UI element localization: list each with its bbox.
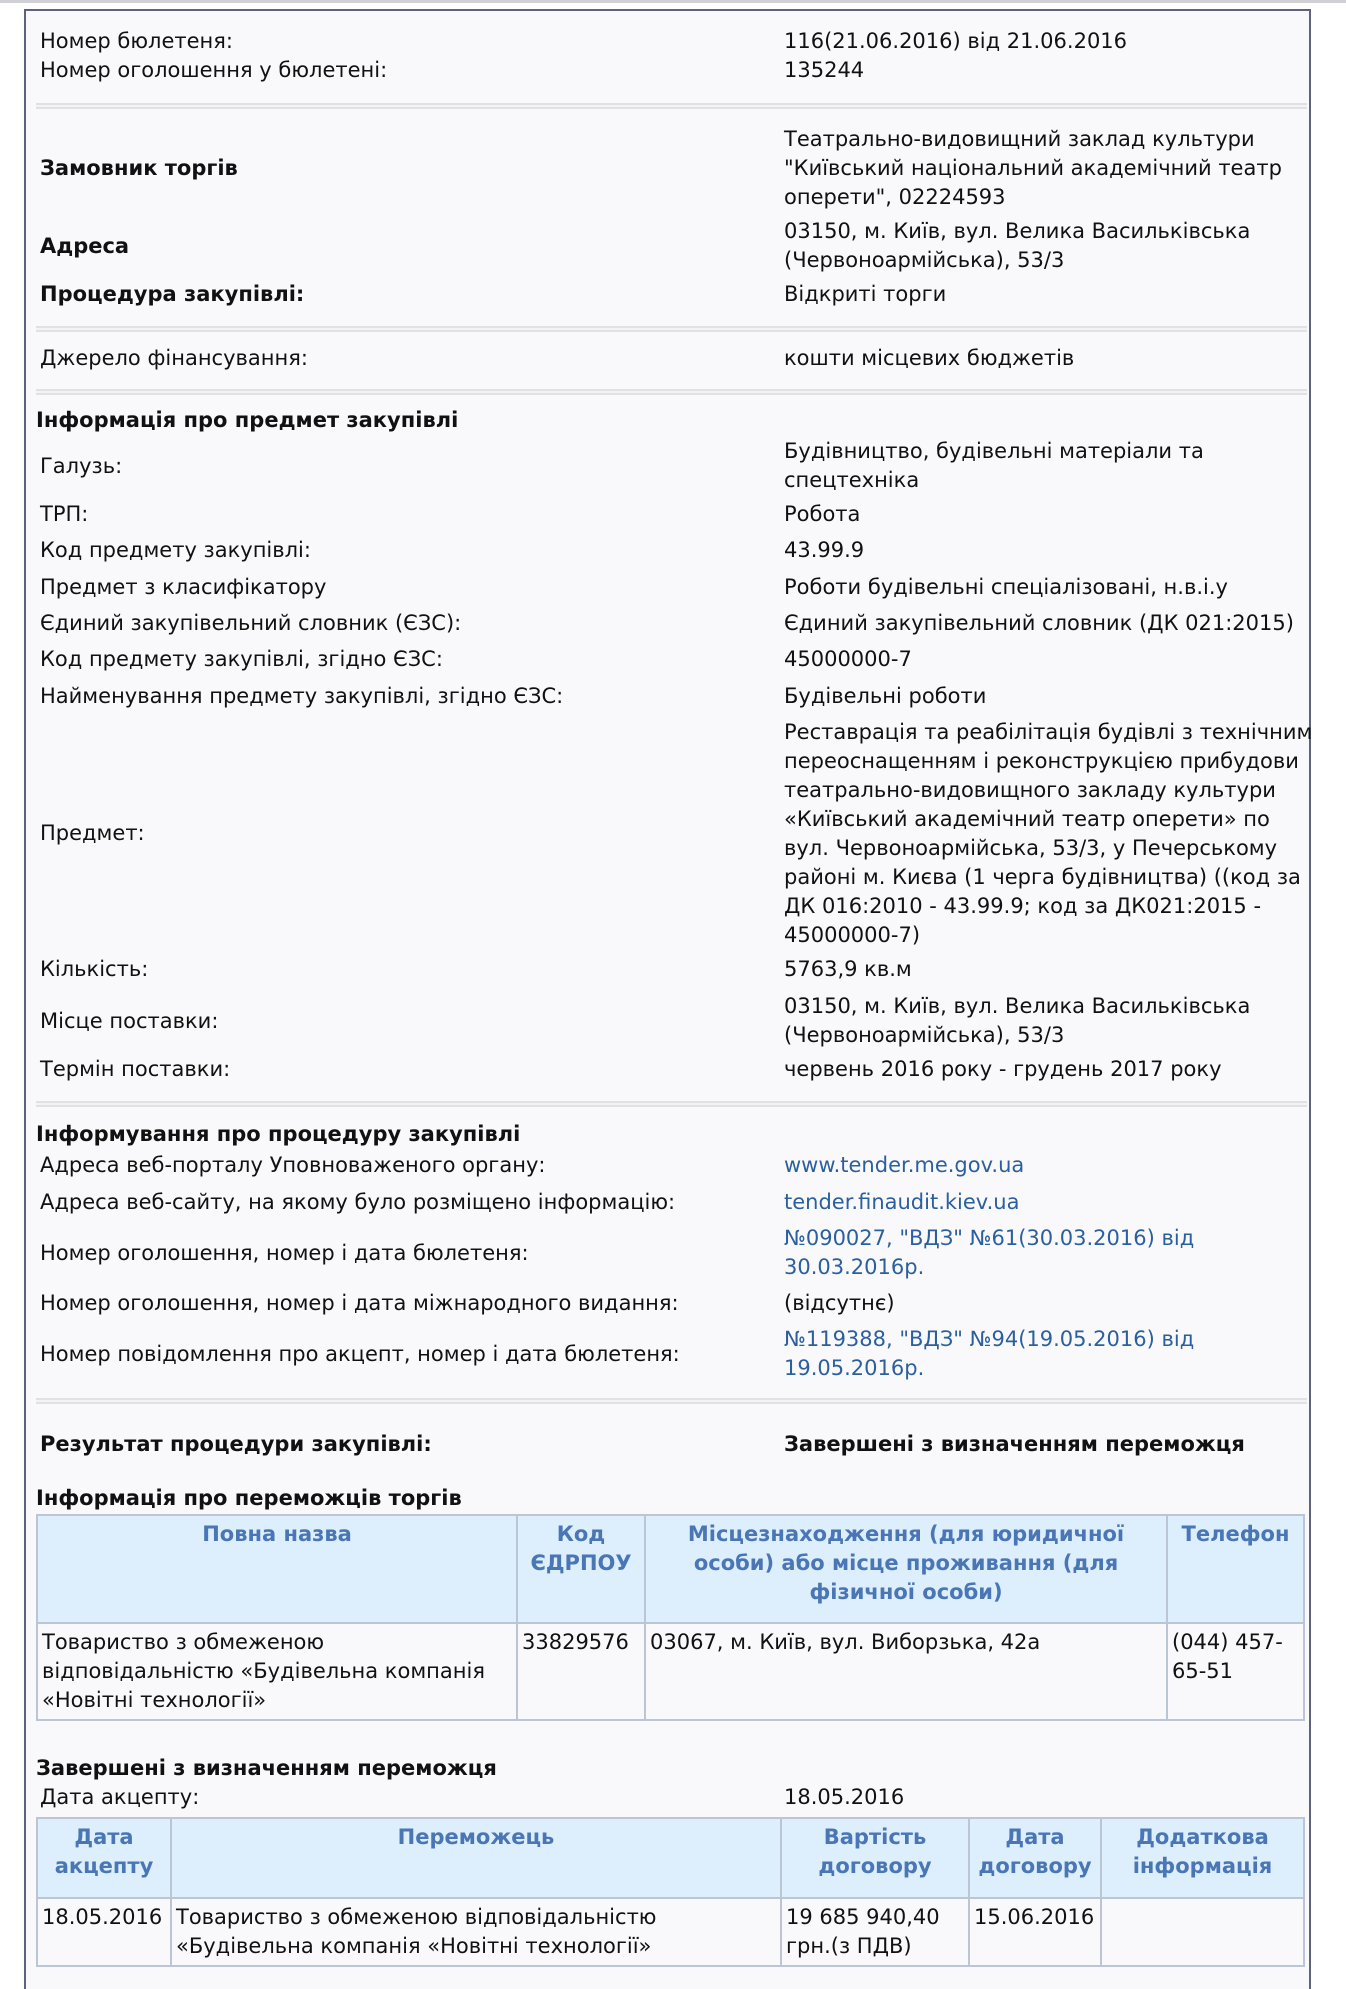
subject-row-label: Термін поставки: [40,1057,231,1081]
contract-price: 19 685 940,40 грн.(з ПДВ) [781,1898,969,1966]
subject-row-label: Єдиний закупівельний словник (ЄЗС): [40,611,462,635]
section-divider [36,103,1307,109]
procedure-info-label: Номер оголошення, номер і дата міжнародного видання: [40,1291,679,1315]
subject-heading: Інформація про предмет закупівлі [36,408,459,432]
subject-row-value: Робота [784,502,861,526]
subject-row-value: 45000000-7 [784,647,912,671]
subject-row-label: Предмет з класифікатору [40,575,327,599]
bulletin-number-label: Номер бюлетеня: [40,29,233,53]
table-row [37,1623,1304,1720]
accept-date-label: Дата акцепту: [40,1785,200,1809]
customer-value: Театрально-видовищний заклад культури "Київський національний академічний театр оперети", 02224593 [784,127,1282,209]
subject-row-value: Роботи будівельні спеціалізовані, н.в.і.у [784,575,1228,599]
subject-row-value: Будівельні роботи [784,684,987,708]
contract-accept-date: 18.05.2016 [37,1898,171,1966]
subject-row-label: Код предмету закупівлі, згідно ЄЗС: [40,647,443,671]
section-divider [36,389,1307,395]
section-divider [36,1101,1307,1107]
funding-value: кошти місцевих бюджетів [784,346,1075,370]
contract-date: 15.06.2016 [969,1898,1101,1966]
subject-row-label: Місце поставки: [40,1009,219,1033]
section-divider [36,326,1307,332]
subject-row [40,437,1305,495]
table-row [37,1898,1304,1966]
top-divider [0,0,1346,3]
column-header-accept-date: Дата акцепту [37,1818,171,1898]
subject-row-label: Предмет: [40,821,145,845]
subject-row-value: 43.99.9 [784,538,865,562]
international-publication-value: (відсутнє) [784,1291,895,1315]
subject-row-label: Найменування предмету закупівлі, згідно ЄЗС: [40,684,564,708]
subject-row-value: Реставрація та реабілітація будівлі з технічним переоснащенням і реконструкцією прибудови театрально-видовищного закладу культури «Київський академічний театр оперети» по вул. Червоноармійська, 53/3, у Печерському районі м. Києва (1 черга будівництва) ((код за ДК 016:2010 - 43.99.9; код за ДК021:2015 - 45000000-7) [784,720,1313,947]
portal-link[interactable]: www.tender.me.gov.ua [784,1153,1025,1177]
procedure-info-row [40,1325,1305,1383]
accept-date-value: 18.05.2016 [784,1785,905,1809]
result-value: Завершені з визначенням переможця [784,1432,1245,1456]
procedure-info-label: Номер повідомлення про акцепт, номер і дата бюлетеня: [40,1342,680,1366]
procedure-info-label: Адреса веб-порталу Уповноваженого органу: [40,1153,546,1177]
subject-row [40,992,1305,1050]
subject-row-label: Галузь: [40,454,123,478]
winner-full-name: Товариство з обмеженою відповідальністю «Будівельна компанія «Новітні технології» [37,1623,517,1720]
result-label: Результат процедури закупівлі: [40,1432,432,1456]
column-header-location: Місцезнаходження (для юридичної особи) або місце проживання (для фізичної особи) [645,1515,1167,1623]
winners-table [36,1514,1305,1721]
contract-extra-info [1101,1898,1304,1966]
customer-row [40,125,1305,212]
winner-edrpou: 33829576 [517,1623,645,1720]
procedure-info-label: Номер оголошення, номер і дата бюлетеня: [40,1241,529,1265]
bulletin-notice-value: 135244 [784,58,865,82]
subject-row-label: ТРП: [40,502,89,526]
column-header-extra-info: Додаткова інформація [1101,1818,1304,1898]
column-header-winner: Переможець [171,1818,781,1898]
column-header-phone: Телефон [1167,1515,1304,1623]
contract-winner: Товариство з обмеженою відповідальністю «Будівельна компанія «Новітні технології» [171,1898,781,1966]
address-value: 03150, м. Київ, вул. Велика Васильківська (Червоноармійська), 53/3 [784,219,1251,272]
section-divider [36,1398,1307,1404]
address-label: Адреса [40,234,130,258]
procedure-label: Процедура закупівлі: [40,282,305,306]
subject-row-value: червень 2016 року - грудень 2017 року [784,1057,1222,1081]
column-header-contract-price: Вартість договору [781,1818,969,1898]
procedure-info-heading: Інформування про процедуру закупівлі [36,1122,521,1146]
procedure-info-row [40,1224,1305,1282]
customer-label: Замовник торгів [40,156,238,180]
subject-row-label: Код предмету закупівлі: [40,538,311,562]
winner-phone: (044) 457-65-51 [1167,1623,1304,1720]
column-header-edrpou: Код ЄДРПОУ [517,1515,645,1623]
column-header-full-name: Повна назва [37,1515,517,1623]
address-row [40,217,1305,275]
column-header-contract-date: Дата договору [969,1818,1101,1898]
procedure-value: Відкриті торги [784,282,947,306]
website-link[interactable]: tender.finaudit.kiev.ua [784,1190,1020,1214]
contracts-table-header [37,1818,1304,1898]
subject-row-value: 5763,9 кв.м [784,957,912,981]
subject-row-value: Єдиний закупівельний словник (ДК 021:2015) [784,611,1294,635]
tender-notice-panel [24,9,1311,1989]
subject-row [40,718,1313,950]
acceptance-notice-link[interactable]: №119388, "ВДЗ" №94(19.05.2016) від 19.05.2016р. [784,1327,1195,1380]
bulletin-notice-label: Номер оголошення у бюлетені: [40,58,388,82]
bulletin-number-value: 116(21.06.2016) від 21.06.2016 [784,29,1128,53]
announcement-link[interactable]: №090027, "ВДЗ" №61(30.03.2016) від 30.03.2016р. [784,1226,1195,1279]
subject-row-value: Будівництво, будівельні матеріали та спецтехніка [784,439,1204,492]
procedure-info-label: Адреса веб-сайту, на якому було розміщено інформацію: [40,1190,676,1214]
subject-row-label: Кількість: [40,957,149,981]
contracts-table [36,1817,1305,1967]
winners-heading: Інформація про переможців торгів [36,1486,462,1510]
winner-location: 03067, м. Київ, вул. Виборзька, 42а [645,1623,1167,1720]
winners-table-header [37,1515,1304,1623]
funding-label: Джерело фінансування: [40,346,308,370]
completed-heading: Завершені з визначенням переможця [36,1756,497,1780]
subject-row-value: 03150, м. Київ, вул. Велика Васильківська (Червоноармійська), 53/3 [784,994,1251,1047]
